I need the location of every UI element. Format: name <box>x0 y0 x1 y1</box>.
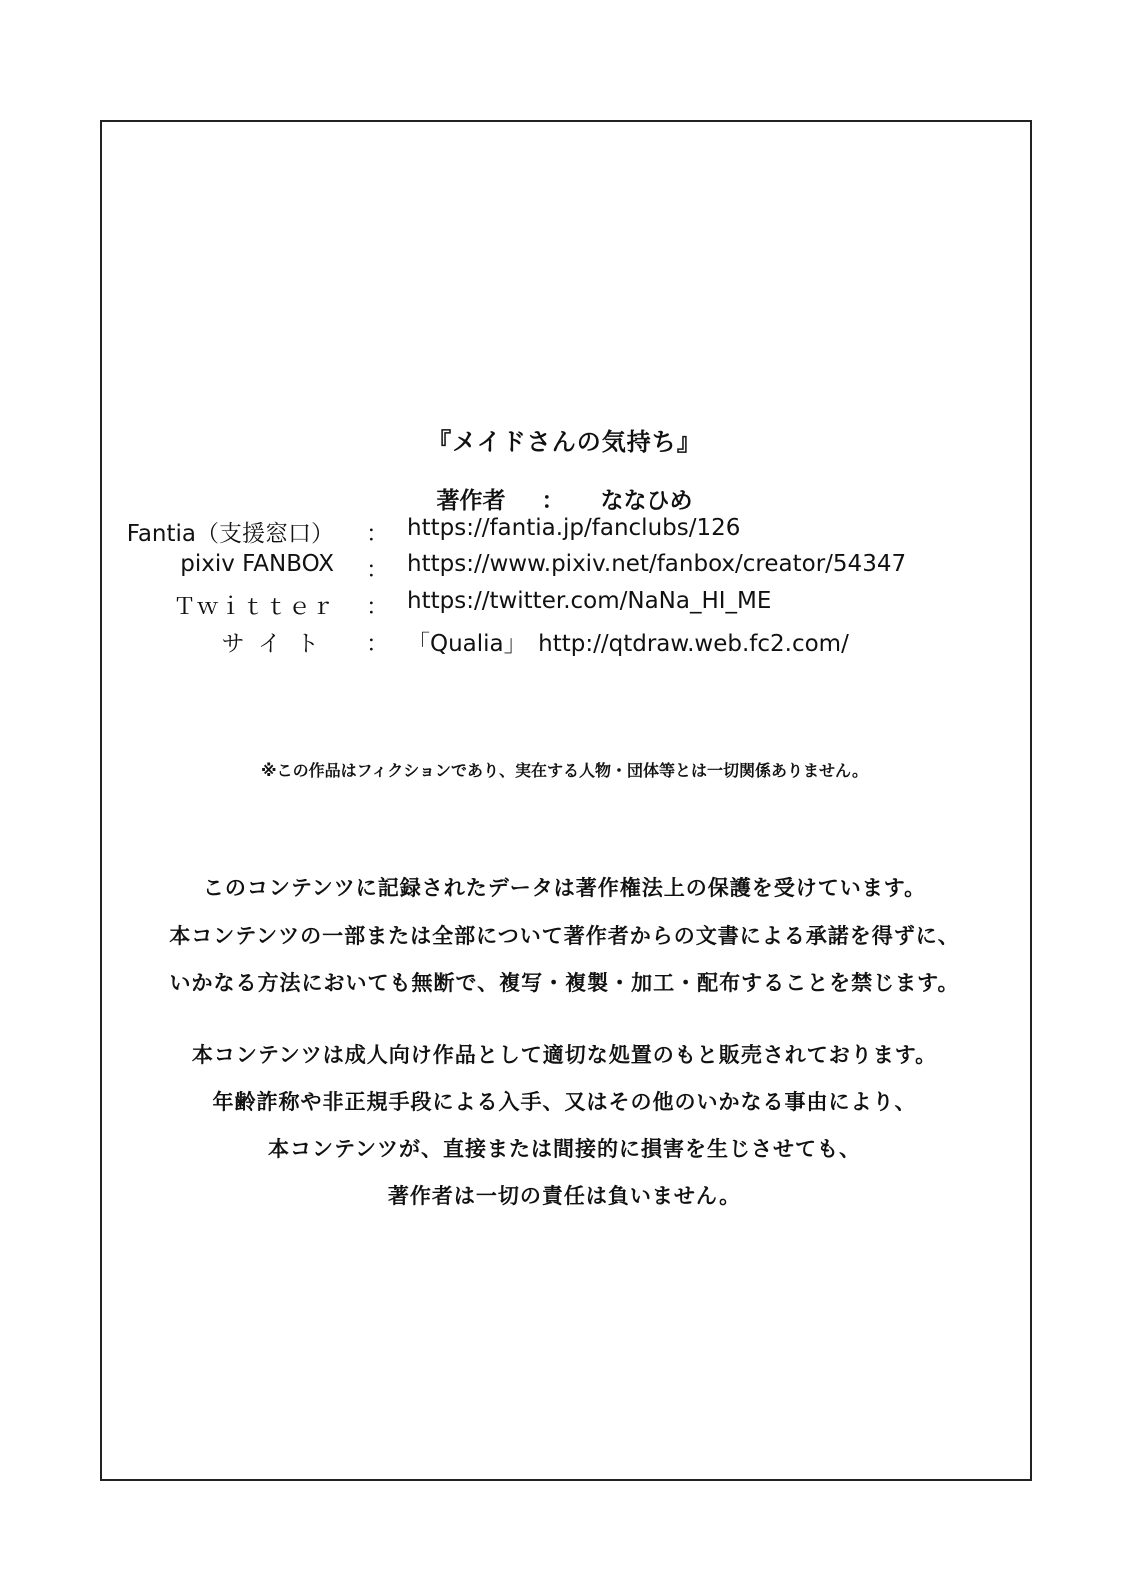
info-colon: ： <box>366 521 389 547</box>
author-name: ななひめ <box>600 488 693 514</box>
info-colon: ： <box>366 631 389 657</box>
work-title: 『メイドさんの気持ち』 <box>427 428 702 456</box>
liability-notice-line: 年齢詐称や非正規手段による入手、又はその他のいかなる事由により、 <box>212 1090 917 1114</box>
copyright-notice-line: 本コンテンツの一部または全部について著作者からの文書による承諾を得ずに、 <box>169 924 960 948</box>
copyright-notice-line: このコンテンツに記録されたデータは著作権法上の保護を受けています。 <box>202 876 927 900</box>
link-twitter-url[interactable]: https://twitter.com/NaNa_HI_ME <box>407 588 772 614</box>
liability-notice-line: 本コンテンツが、直接または間接的に損害を生じさせても、 <box>268 1137 861 1161</box>
info-row-fantia <box>0 515 1129 549</box>
fiction-disclaimer: ※この作品はフィクションであり、実在する人物・団体等とは一切関係ありません。 <box>261 761 868 780</box>
liability-notice-line: 著作者は一切の責任は負いません。 <box>387 1184 742 1208</box>
info-row-fanbox <box>0 551 1129 585</box>
info-row-twitter <box>0 588 1129 622</box>
link-fantia-url[interactable]: https://fantia.jp/fanclubs/126 <box>407 515 741 541</box>
author-colon: ： <box>541 488 565 514</box>
info-label-twitter: Ｔｗｉｔｔｅｒ <box>173 594 334 620</box>
liability-notice-line: 本コンテンツは成人向け作品として適切な処置のもと販売されております。 <box>191 1043 938 1067</box>
info-label-site: サイト <box>221 631 334 657</box>
info-colon: ： <box>366 594 389 620</box>
info-colon: ： <box>366 557 389 583</box>
author-line <box>0 482 1129 515</box>
link-fanbox-url[interactable]: https://www.pixiv.net/fanbox/creator/54347 <box>407 551 907 577</box>
info-row-site <box>0 625 1129 659</box>
page-border-frame <box>100 120 1032 1481</box>
link-site-url[interactable]: 「Qualia」 http://qtdraw.web.fc2.com/ <box>407 631 849 657</box>
author-label: 著作者 <box>436 488 506 514</box>
info-label-fantia: Fantia（支援窓口） <box>126 521 334 547</box>
info-label-fanbox: pixiv FANBOX <box>180 551 334 577</box>
copyright-notice-line: いかなる方法においても無断で、複写・複製・加工・配布することを禁じます。 <box>169 971 960 995</box>
